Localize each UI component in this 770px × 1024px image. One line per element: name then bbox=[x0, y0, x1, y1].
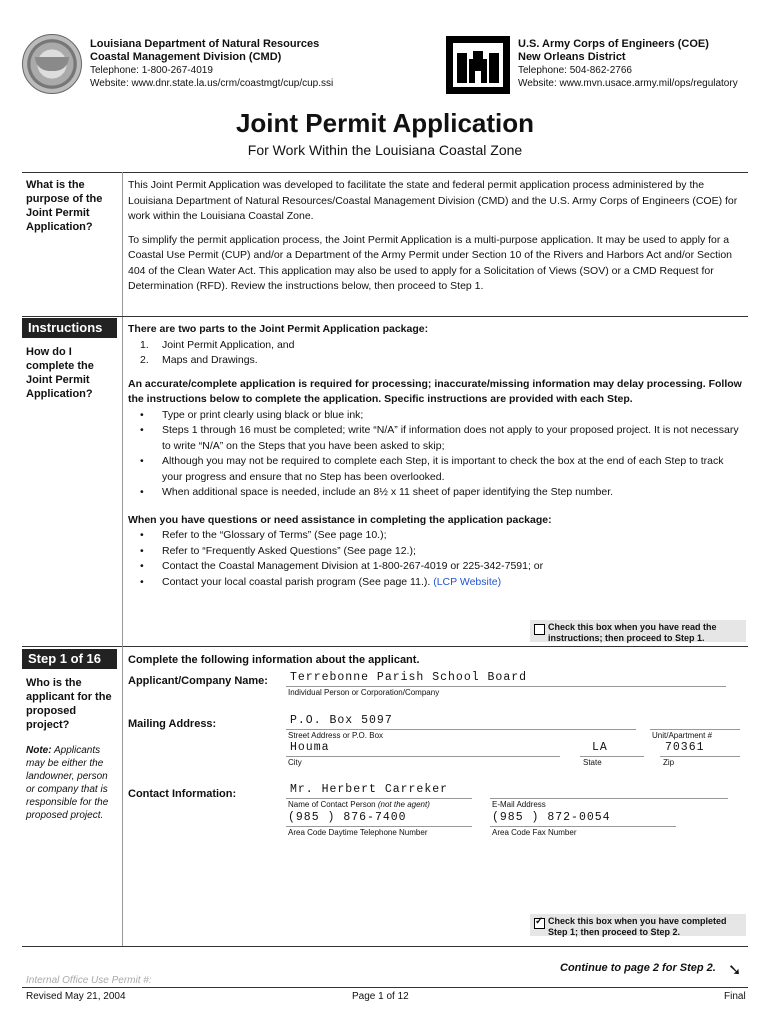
coe-division: New Orleans District bbox=[518, 51, 626, 63]
coe-header bbox=[518, 38, 758, 90]
phone-field[interactable]: (985 ) 876-7400 bbox=[288, 811, 407, 824]
contact-caption: Name of Contact Person (not the agent) bbox=[288, 800, 430, 809]
list-item: • Steps 1 through 16 must be completed; write “N/A” if information does not apply to your proposed project. It is not necessary to write “N/A” on the Steps that you have been asked to skip; bbox=[128, 423, 746, 454]
internal-use-label: Internal Office Use Permit #: bbox=[26, 975, 152, 986]
purpose-paragraph-1: This Joint Permit Application was developed to facilitate the state and federal permit application process administered by the Louisiana Department of Natural Resources/Coastal Management Division (CMD) and the U.S. Army Corps of Engineers (COE) for work within the Louisiana Coastal Zone. bbox=[128, 179, 738, 222]
coe-website: Website: www.mvn.usace.army.mil/ops/regulatory bbox=[518, 78, 738, 89]
step1-check-label: Check this box when you have completed Step 1; then proceed to Step 2. bbox=[548, 916, 727, 937]
divider bbox=[22, 646, 748, 647]
list-item: 1. Joint Permit Application, and bbox=[140, 338, 295, 351]
revised-date: Revised May 21, 2004 bbox=[26, 991, 126, 1002]
fax-caption: Area Code Fax Number bbox=[492, 828, 577, 837]
applicant-caption: Individual Person or Corporation/Company bbox=[288, 688, 440, 697]
dnr-header bbox=[90, 38, 420, 90]
continue-text: Continue to page 2 for Step 2. bbox=[560, 962, 716, 974]
list-item: • Refer to the “Glossary of Terms” (See page 10.); bbox=[128, 528, 746, 544]
next-page-arrow-icon[interactable]: ➘ bbox=[728, 962, 742, 979]
step1-check-box bbox=[530, 914, 746, 936]
column-divider bbox=[122, 172, 123, 646]
email-field[interactable] bbox=[490, 798, 728, 799]
instructions-text bbox=[128, 322, 746, 590]
phone-caption: Area Code Daytime Telephone Number bbox=[288, 828, 428, 837]
lcp-website-link[interactable]: (LCP Website) bbox=[433, 575, 502, 588]
list-item: • When additional space is needed, include an 8½ x 11 sheet of paper identifying the Step number. bbox=[128, 485, 746, 501]
dnr-seal-icon bbox=[22, 34, 82, 94]
column-divider bbox=[122, 646, 123, 946]
state-caption: State bbox=[583, 758, 602, 767]
contact-info-label: Contact Information: bbox=[128, 788, 237, 800]
dnr-division: Coastal Management Division (CMD) bbox=[90, 51, 282, 63]
step1-note: Note: Applicants may be either the landowner, person or company that is responsible for the proposed project. bbox=[26, 745, 109, 821]
contact-name-field[interactable]: Mr. Herbert Carreker bbox=[290, 783, 449, 796]
purpose-text bbox=[128, 178, 746, 303]
divider bbox=[22, 172, 748, 173]
divider bbox=[22, 946, 748, 947]
unit-field[interactable] bbox=[650, 729, 740, 730]
accuracy-text: An accurate/complete application is required for processing; inaccurate/missing information may delay processing. Follow the instructions below to complete the application. Specific instructions are provided with each Step. bbox=[128, 377, 742, 405]
page-title: Joint Permit Application bbox=[235, 108, 535, 138]
instructions-check-label: Check this box when you have read the instructions; then proceed to Step 1. bbox=[548, 622, 717, 643]
purpose-side-label: What is the purpose of the Joint Permit Application? bbox=[26, 179, 103, 233]
instructions-read-checkbox[interactable] bbox=[534, 624, 545, 635]
city-caption: City bbox=[288, 758, 302, 767]
step1-badge: Step 1 of 16 bbox=[22, 649, 117, 669]
corps-castle-icon bbox=[446, 36, 510, 94]
street-address-field[interactable]: P.O. Box 5097 bbox=[290, 714, 393, 727]
mailing-address-label: Mailing Address: bbox=[128, 718, 217, 730]
step1-side-label: Who is the applicant for the proposed project? bbox=[26, 677, 112, 731]
help-heading: When you have questions or need assistance in completing the application package: bbox=[128, 513, 552, 526]
divider bbox=[22, 987, 748, 988]
zip-field[interactable]: 70361 bbox=[665, 741, 705, 754]
instructions-check-box bbox=[530, 620, 746, 642]
dnr-website: Website: www.dnr.state.la.us/crm/coastmgt/cup/cup.ssi bbox=[90, 78, 334, 89]
instructions-badge: Instructions bbox=[22, 318, 117, 338]
list-item: • Contact your local coastal parish program (See page 11.). (LCP Website) bbox=[128, 575, 746, 591]
list-item: • Although you may not be required to complete each Step, it is important to check the box at the end of each Step to track your progress and ensure that no Step has been overlooked. bbox=[128, 454, 746, 485]
list-item: • Contact the Coastal Management Division at 1-800-267-4019 or 225-342-7591; or bbox=[128, 559, 746, 575]
email-caption: E-Mail Address bbox=[492, 800, 546, 809]
list-item: • Type or print clearly using black or blue ink; bbox=[128, 408, 746, 424]
state-field[interactable]: LA bbox=[592, 741, 608, 754]
page-number: Page 1 of 12 bbox=[352, 991, 409, 1002]
applicant-label: Applicant/Company Name: bbox=[128, 675, 268, 687]
coe-phone: Telephone: 504-862-2766 bbox=[518, 65, 632, 76]
applicant-name-field[interactable]: Terrebonne Parish School Board bbox=[290, 671, 528, 684]
fax-field[interactable]: (985 ) 872-0054 bbox=[492, 811, 611, 824]
step1-heading: Complete the following information about the applicant. bbox=[128, 654, 420, 666]
coe-org: U.S. Army Corps of Engineers (COE) bbox=[518, 38, 709, 50]
unit-caption: Unit/Apartment # bbox=[652, 731, 713, 740]
final-label: Final bbox=[724, 991, 746, 1002]
city-field[interactable]: Houma bbox=[290, 741, 330, 754]
purpose-paragraph-2: To simplify the permit application process, the Joint Permit Application is a multi-purpose application. It may be used to apply for a Coastal Use Permit (CUP) and/or a Department of the Army Permit under Section 10 of the Rivers and Harbors Act and/or Section 404 of the Clean Water Act. This application may also be used to apply for a Solicitation of Views (SOV) or a CMD Request for Determination (RFD). Review the instructions below, then proceed to Step 1. bbox=[128, 233, 733, 292]
street-caption: Street Address or P.O. Box bbox=[288, 731, 384, 740]
list-item: 2. Maps and Drawings. bbox=[140, 354, 258, 366]
page-subtitle: For Work Within the Louisiana Coastal Zone bbox=[247, 142, 523, 158]
divider bbox=[22, 316, 748, 317]
step1-complete-checkbox[interactable] bbox=[534, 918, 545, 929]
instructions-side-label: How do I complete the Joint Permit Application? bbox=[26, 346, 94, 400]
list-item: • Refer to “Frequently Asked Questions” (See page 12.); bbox=[128, 544, 746, 560]
zip-caption: Zip bbox=[663, 758, 675, 767]
dnr-phone: Telephone: 1-800-267-4019 bbox=[90, 65, 213, 76]
dnr-org: Louisiana Department of Natural Resources bbox=[90, 38, 320, 50]
parts-heading: There are two parts to the Joint Permit Application package: bbox=[128, 323, 429, 335]
